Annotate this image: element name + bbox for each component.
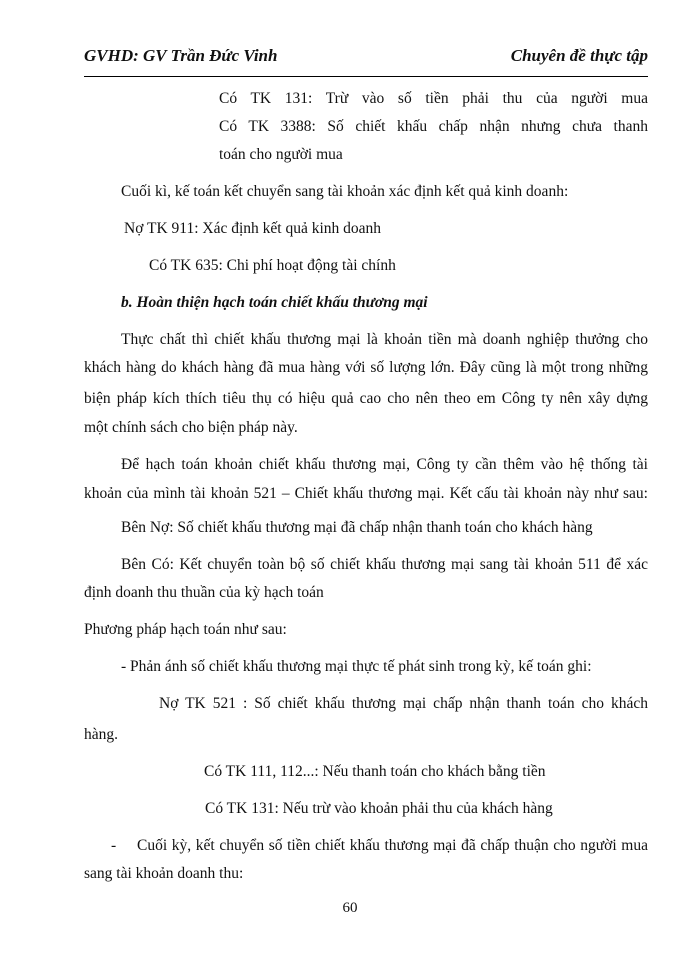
para1-line2: khách hàng do khách hàng đã mua hàng với số lượng lớn. Đây cũng là một trong những (84, 359, 648, 376)
para1-line1: Thực chất thì chiết khấu thương mại là khoản tiền mà doanh nghiệp thưởng cho (121, 331, 648, 348)
method-step1: - Phản ánh số chiết khấu thương mại thực tế phát sinh trong kỳ, kế toán ghi: (121, 658, 592, 675)
para2-line2: khoản của mình tài khoản 521 – Chiết khấu thương mại. Kết cấu tài khoản này như sau: (84, 485, 648, 502)
debit-side: Bên Nợ: Số chiết khấu thương mại đã chấp nhận thanh toán cho khách hàng (121, 519, 593, 536)
credit-side-line1: Bên Có: Kết chuyển toàn bộ số chiết khấu thương mại sang tài khoản 511 để xác (121, 556, 648, 573)
page-header (84, 46, 648, 72)
entry-debit-521: Nợ TK 521 : Số chiết khấu thương mại chấp nhận thanh toán cho khách (159, 695, 648, 712)
bullet-dash: - (111, 837, 117, 854)
header-instructor: GVHD: GV Trần Đức Vinh (84, 46, 278, 65)
para1-line4: một chính sách cho biện pháp này. (84, 419, 298, 436)
method-intro: Phương pháp hạch toán như sau: (84, 621, 287, 638)
entry-debit-911: Nợ TK 911: Xác định kết quả kinh doanh (124, 220, 382, 237)
section-heading: b. Hoàn thiện hạch toán chiết khấu thương mại (121, 294, 428, 311)
entry-credit-3388-cont: toán cho người mua (219, 146, 343, 163)
entry-credit-131-b: Có TK 131: Nếu trừ vào khoản phải thu của khách hàng (205, 800, 553, 817)
header-title: Chuyên đề thực tập (510, 46, 648, 65)
entry-credit-111-112: Có TK 111, 112...: Nếu thanh toán cho khách bằng tiền (204, 763, 546, 780)
entry-credit-635: Có TK 635: Chi phí hoạt động tài chính (149, 257, 396, 274)
method-step2: Cuối kỳ, kết chuyển số tiền chiết khấu thương mại đã chấp thuận cho người mua (137, 837, 648, 854)
entry-debit-521-cont: hàng. (84, 726, 119, 743)
entry-credit-3388: Có TK 3388: Số chiết khấu chấp nhận nhưng chưa thanh (219, 118, 648, 135)
page-number: 60 (342, 900, 358, 916)
header-rule (84, 76, 648, 77)
para1-line3: biện pháp kích thích tiêu thụ có hiệu quả cao cho nên theo em Công ty nên xây dựng (84, 390, 648, 407)
closing-intro: Cuối kì, kế toán kết chuyển sang tài khoản xác định kết quả kinh doanh: (121, 183, 569, 200)
credit-side-line2: định doanh thu thuần của kỳ hạch toán (84, 584, 324, 601)
method-step2-cont: sang tài khoản doanh thu: (84, 865, 244, 882)
para2-line1: Để hạch toán khoản chiết khấu thương mại, Công ty cần thêm vào hệ thống tài (121, 456, 648, 473)
entry-credit-131: Có TK 131: Trừ vào số tiền phải thu của người mua (219, 90, 648, 107)
